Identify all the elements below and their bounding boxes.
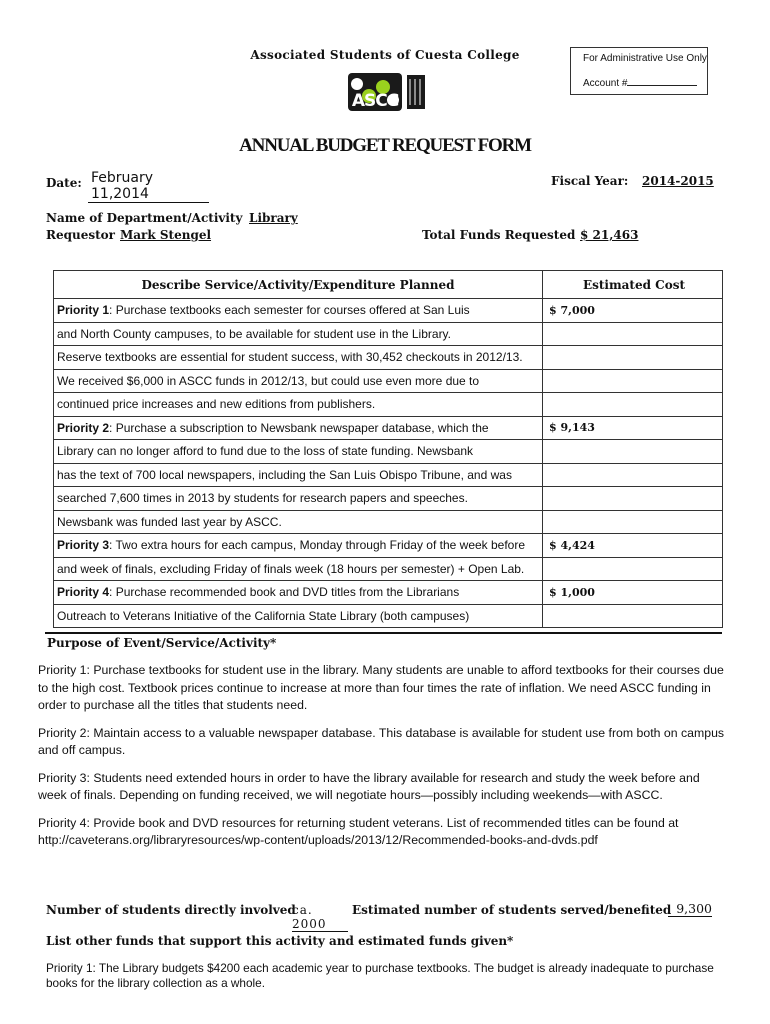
- admin-use-label: For Administrative Use Only: [583, 53, 707, 64]
- students-direct-value[interactable]: ca. 2000: [292, 903, 348, 932]
- description-cell[interactable]: Priority 4: Purchase recommended book and DVD titles from the Librarians: [54, 581, 543, 605]
- date-field[interactable]: February 11,2014: [88, 170, 209, 203]
- cost-cell[interactable]: [543, 322, 723, 346]
- department-value[interactable]: Library: [249, 211, 298, 225]
- table-row: [54, 416, 723, 440]
- table-row: [54, 510, 723, 534]
- date-label: Date:: [46, 176, 82, 190]
- cost-cell[interactable]: $ 9,143: [543, 416, 723, 440]
- table-row: [54, 369, 723, 393]
- cost-cell[interactable]: [543, 369, 723, 393]
- table-row: [54, 440, 723, 464]
- requestor-value[interactable]: Mark Stengel: [120, 228, 212, 242]
- description-cell[interactable]: searched 7,600 times in 2013 by students for research papers and speeches.: [54, 487, 543, 511]
- cost-cell[interactable]: $ 4,424: [543, 534, 723, 558]
- cost-cell[interactable]: [543, 346, 723, 370]
- table-row: [54, 393, 723, 417]
- description-cell[interactable]: continued price increases and new editions from publishers.: [54, 393, 543, 417]
- table-row: [54, 346, 723, 370]
- cost-cell[interactable]: [543, 604, 723, 628]
- cost-cell[interactable]: $ 7,000: [543, 299, 723, 323]
- other-funds-text[interactable]: Priority 1: The Library budgets $4200 each academic year to purchase textbooks. The budget is already inadequate to purchase books for the library collection as a whole.: [46, 961, 714, 990]
- purpose-paragraph-3: Priority 3: Students need extended hours in order to have the library available for research and study the week before and week of finals. Depending on funding received, we will negotiate hours—possibly including weekends—with ASCC.: [38, 770, 700, 802]
- fiscal-year-label: Fiscal Year:: [551, 174, 629, 188]
- cost-cell[interactable]: [543, 440, 723, 464]
- purpose-paragraph-1: Priority 1: Purchase textbooks for student use in the library. Many students are unable to afford textbooks for their courses due to the high cost. Textbook prices continue to increase at more than four times the rate of inflation. We need ASCC funding in order to purchase all the titles that students need.: [38, 663, 724, 712]
- table-row: [54, 322, 723, 346]
- table-header-row: [54, 271, 723, 299]
- students-served-label: Estimated number of students served/benefited: [352, 903, 672, 917]
- description-cell[interactable]: We received $6,000 in ASCC funds in 2012/13, but could use even more due to: [54, 369, 543, 393]
- description-cell[interactable]: Outreach to Veterans Initiative of the California State Library (both campuses): [54, 604, 543, 628]
- table-row: [54, 487, 723, 511]
- cost-cell[interactable]: [543, 393, 723, 417]
- total-funds-value[interactable]: $ 21,463: [580, 228, 639, 242]
- table-row: [54, 299, 723, 323]
- requestor-label: Requestor: [46, 228, 115, 242]
- cost-cell[interactable]: [543, 557, 723, 581]
- description-cell[interactable]: Reserve textbooks are essential for student success, with 30,452 checkouts in 2012/13.: [54, 346, 543, 370]
- description-cell[interactable]: has the text of 700 local newspapers, including the San Luis Obispo Tribune, and was: [54, 463, 543, 487]
- table-row: [54, 463, 723, 487]
- description-cell[interactable]: Priority 2: Purchase a subscription to Newsbank newspaper database, which the: [54, 416, 543, 440]
- account-label: Account #: [583, 78, 628, 89]
- svg-text:ASCC: ASCC: [351, 91, 399, 111]
- form-title: ANNUAL BUDGET REQUEST FORM: [239, 135, 531, 156]
- purpose-label: Purpose of Event/Service/Activity*: [47, 636, 277, 650]
- table-row: [54, 534, 723, 558]
- table-row: [54, 557, 723, 581]
- purpose-divider: [45, 632, 722, 634]
- description-cell[interactable]: Newsbank was funded last year by ASCC.: [54, 510, 543, 534]
- description-cell[interactable]: Priority 3: Two extra hours for each campus, Monday through Friday of the week before: [54, 534, 543, 558]
- ascc-logo: [345, 69, 429, 115]
- purpose-paragraph-4: Priority 4: Provide book and DVD resources for returning student veterans. List of recommended titles can be found at http://caveterans.org/libraryresources/wp-content/uploads/2013/12/Recommended-books-and-dvds.pdf: [38, 815, 679, 847]
- purpose-text[interactable]: [38, 662, 728, 850]
- admin-use-box: [570, 47, 708, 95]
- budget-table: [53, 270, 723, 628]
- cost-cell[interactable]: [543, 487, 723, 511]
- cost-cell[interactable]: [543, 510, 723, 534]
- table-row: [54, 581, 723, 605]
- other-funds-label: List other funds that support this activity and estimated funds given*: [46, 934, 514, 948]
- description-cell[interactable]: Priority 1: Purchase textbooks each semester for courses offered at San Luis: [54, 299, 543, 323]
- description-cell[interactable]: and North County campuses, to be available for student use in the Library.: [54, 322, 543, 346]
- organization-name: Associated Students of Cuesta College: [250, 48, 520, 62]
- department-label: Name of Department/Activity: [46, 211, 243, 225]
- description-cell[interactable]: Library can no longer afford to fund due to the loss of state funding. Newsbank: [54, 440, 543, 464]
- description-column-header: Describe Service/Activity/Expenditure Planned: [54, 271, 543, 299]
- purpose-paragraph-2: Priority 2: Maintain access to a valuable newspaper database. This database is available for student use from both on campus and off campus.: [38, 725, 725, 757]
- fiscal-year-value[interactable]: 2014-2015: [642, 174, 714, 188]
- description-cell[interactable]: and week of finals, excluding Friday of finals week (18 hours per semester) + Open Lab.: [54, 557, 543, 581]
- cost-column-header: Estimated Cost: [543, 271, 723, 299]
- account-number-field: [583, 75, 697, 89]
- total-funds-label: Total Funds Requested: [422, 228, 576, 242]
- cost-cell[interactable]: [543, 463, 723, 487]
- students-served-value[interactable]: 9,300: [668, 901, 712, 917]
- students-direct-label: Number of students directly involved: [46, 903, 296, 917]
- table-row: [54, 604, 723, 628]
- cost-cell[interactable]: $ 1,000: [543, 581, 723, 605]
